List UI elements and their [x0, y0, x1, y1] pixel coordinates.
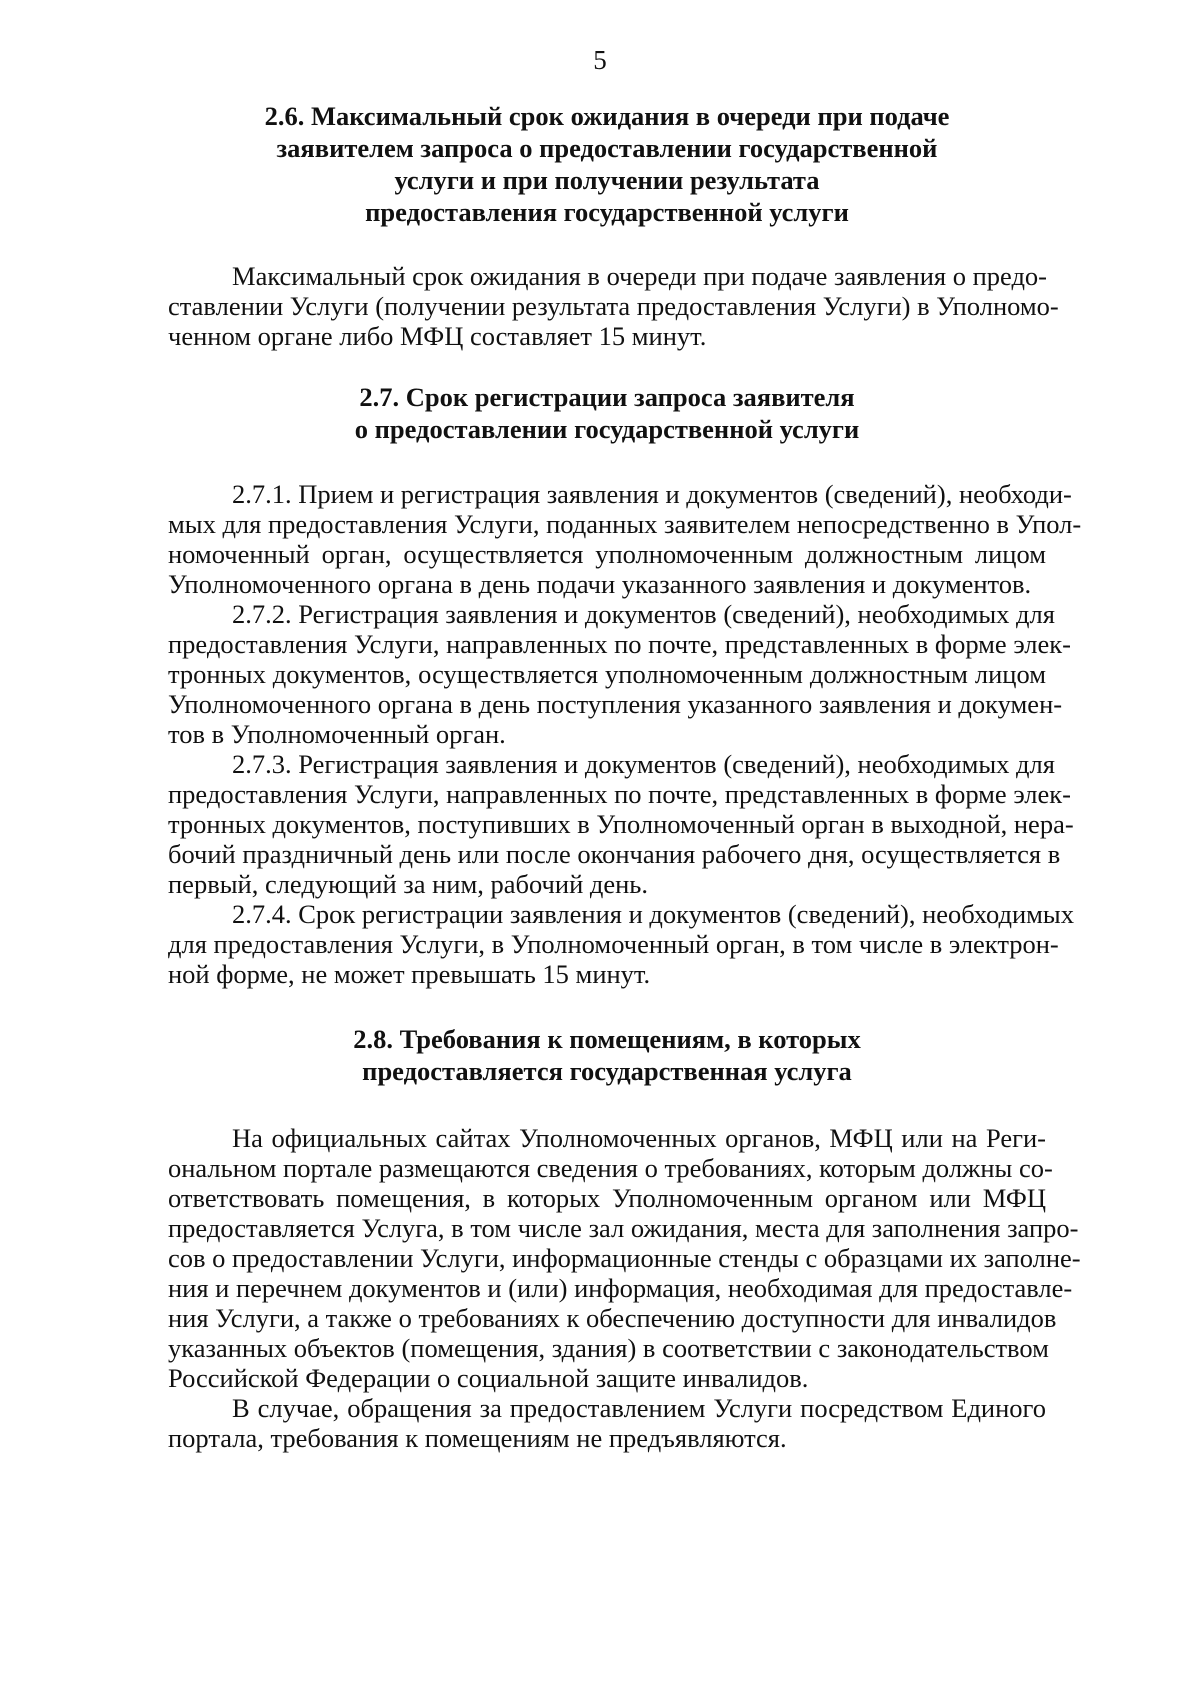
heading-line: услуги и при получении результата	[394, 165, 820, 195]
heading-line: о предоставлении государственной услуги	[354, 414, 860, 444]
section-heading	[168, 1023, 1046, 1087]
heading-line: предоставляется государственная услуга	[362, 1056, 852, 1086]
text-line: ния Услуги, а также о требованиях к обеспечению доступности для инвалидов	[168, 1303, 1057, 1333]
text-line: ответствовать помещения, в которых Уполномоченным органом или МФЦ	[168, 1183, 1046, 1213]
paragraph	[168, 261, 1059, 351]
text-line: для предоставления Услуги, в Уполномоченный орган, в том числе в электрон-	[168, 929, 1059, 959]
text-line: 2.7.4. Срок регистрации заявления и документов (сведений), необходимых	[232, 899, 1074, 929]
text-line: Уполномоченного органа в день поступления указанного заявления и докумен-	[168, 689, 1063, 719]
text-line: ставлении Услуги (получении результата предоставления Услуги) в Уполномо-	[168, 291, 1059, 321]
paragraph	[168, 899, 1074, 989]
text-line: 2.7.2. Регистрация заявления и документов (сведений), необходимых для	[232, 599, 1055, 629]
section-heading	[168, 100, 1046, 228]
text-line: номоченный орган, осуществляется уполномоченным должностным лицом	[168, 539, 1046, 569]
text-line: ональном портале размещаются сведения о требованиях, которым должны со-	[168, 1153, 1053, 1183]
section-2-7	[168, 381, 1082, 989]
text-line: первый, следующий за ним, рабочий день.	[168, 869, 649, 899]
text-line: Максимальный срок ожидания в очереди при подаче заявления о предо-	[232, 261, 1048, 291]
text-line: тов в Уполномоченный орган.	[168, 719, 506, 749]
section-2-6	[168, 100, 1059, 351]
text-line: сов о предоставлении Услуги, информационные стенды с образцами их заполне-	[168, 1243, 1081, 1273]
heading-line: 2.8. Требования к помещениям, в которых	[353, 1024, 861, 1054]
page-number: 5	[593, 45, 607, 75]
paragraph	[168, 749, 1074, 899]
text-line: 2.7.3. Регистрация заявления и документов (сведений), необходимых для	[232, 749, 1055, 779]
text-line: 2.7.1. Прием и регистрация заявления и документов (сведений), необходи-	[232, 479, 1072, 509]
heading-line: 2.7. Срок регистрации запроса заявителя	[359, 382, 855, 412]
paragraph	[168, 1123, 1081, 1393]
text-line: ния и перечнем документов и (или) информация, необходимая для предоставле-	[168, 1273, 1073, 1303]
text-line: мых для предоставления Услуги, поданных заявителем непосредственно в Упол-	[168, 509, 1082, 539]
heading-line: предоставления государственной услуги	[365, 197, 849, 227]
text-line: Российской Федерации о социальной защите инвалидов.	[168, 1363, 809, 1393]
text-line: указанных объектов (помещения, здания) в соответствии с законодательством	[168, 1333, 1049, 1363]
text-line: В случае, обращения за предоставлением Услуги посредством Единого	[232, 1393, 1046, 1423]
text-line: предоставления Услуги, направленных по почте, представленных в форме элек-	[168, 629, 1071, 659]
heading-line: 2.6. Максимальный срок ожидания в очереди при подаче	[264, 101, 950, 131]
paragraph	[168, 479, 1082, 599]
text-line: ной форме, не может превышать 15 минут.	[168, 959, 651, 989]
text-line: Уполномоченного органа в день подачи указанного заявления и документов.	[168, 569, 1032, 599]
text-line: тронных документов, поступивших в Уполномоченный орган в выходной, нера-	[168, 809, 1074, 839]
heading-line: заявителем запроса о предоставлении государственной	[276, 133, 938, 163]
paragraph	[168, 1393, 1046, 1453]
text-line: предоставления Услуги, направленных по почте, представленных в форме элек-	[168, 779, 1071, 809]
document-body	[168, 100, 1082, 1453]
text-line: бочий праздничный день или после окончания рабочего дня, осуществляется в	[168, 839, 1061, 869]
section-heading	[168, 381, 1046, 445]
section-2-8	[168, 1023, 1081, 1453]
text-line: На официальных сайтах Уполномоченных органов, МФЦ или на Реги-	[232, 1123, 1046, 1153]
paragraph	[168, 599, 1071, 749]
text-line: ченном органе либо МФЦ составляет 15 минут.	[168, 321, 707, 351]
text-line: портала, требования к помещениям не предъявляются.	[168, 1423, 787, 1453]
text-line: тронных документов, осуществляется уполномоченным должностным лицом	[168, 659, 1046, 689]
text-line: предоставляется Услуга, в том числе зал ожидания, места для заполнения запро-	[168, 1213, 1079, 1243]
